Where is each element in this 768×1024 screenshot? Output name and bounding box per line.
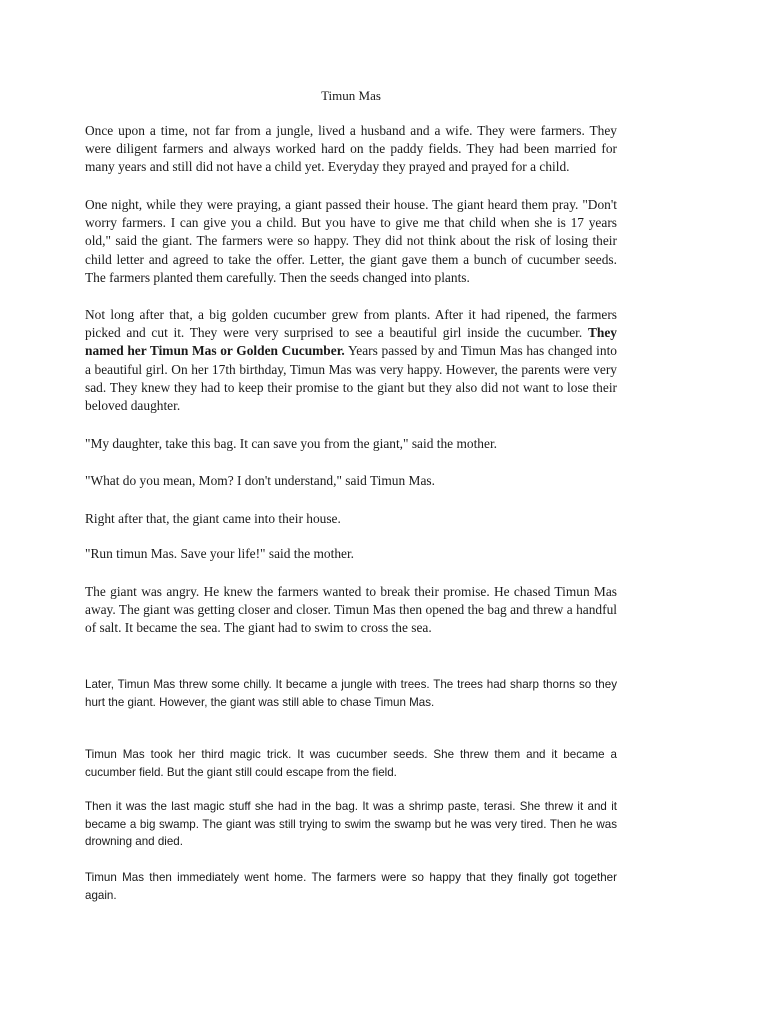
paragraph-2: One night, while they were praying, a giant passed their house. The giant heard them pray. "Don't worry farmers. I can give you a child. But you have to give me that child when she is 17 years old," said the giant. The farmers were so happy. They did not think about the risk of losing their child letter and agreed to take the offer. Letter, the giant gave them a bunch of cucumber seeds. The farmers planted them carefully. Then the seeds changed into plants. (85, 197, 617, 285)
paragraph-3 (85, 306, 617, 415)
paragraph-5: "What do you mean, Mom? I don't understand," said Timun Mas. (85, 473, 435, 488)
paragraph-8: The giant was angry. He knew the farmers wanted to break their promise. He chased Timun Mas away. The giant was getting closer and closer. Timun Mas then opened the bag and threw a handful of salt. It became the sea. The giant had to swim to cross the sea. (85, 584, 617, 636)
paragraph-3-text-c: Years passed by and Timun Mas has changed into a beautiful girl. On her 17th birthday, Timun Mas was very happy. However, the parents were very sad. They knew they had to keep their promise to the giant but they also did not want to lose their beloved daughter. (85, 343, 617, 414)
paragraph-12: Timun Mas then immediately went home. The farmers were so happy that they finally got together again. (85, 871, 617, 902)
paragraph-3-text-a: Not long after that, a big golden cucumber grew from plants. After it had ripened, the farmers picked and cut it. They were very surprised to see a beautiful girl inside the cucumber. (85, 307, 617, 341)
story-title: Timun Mas (321, 88, 381, 103)
paragraph-3-bold-text: They named her Timun Mas or Golden Cucumber. (85, 325, 617, 359)
paragraph-7: "Run timun Mas. Save your life!" said the mother. (85, 546, 355, 561)
paragraph-1: Once upon a time, not far from a jungle, lived a husband and a wife. They were farmers. They were diligent farmers and always worked hard on the paddy fields. They had been married for many years and still did not have a child yet. Everyday they prayed and prayed for a child. (85, 123, 617, 175)
paragraph-11: Then it was the last magic stuff she had in the bag. It was a shrimp paste, terasi. She threw it and it became a big swamp. The giant was still trying to swim the swamp but he was very tired. Then he was drowning and died. (85, 800, 617, 849)
paragraph-10: Timun Mas took her third magic trick. It was cucumber seeds. She threw them and it became a cucumber field. But the giant still could escape from the field. (85, 748, 617, 779)
paragraph-4: "My daughter, take this bag. It can save you from the giant," said the mother. (85, 436, 498, 451)
paragraph-9: Later, Timun Mas threw some chilly. It became a jungle with trees. The trees had sharp thorns so they hurt the giant. However, the giant was still able to chase Timun Mas. (85, 678, 617, 709)
paragraph-6: Right after that, the giant came into their house. (85, 511, 341, 526)
